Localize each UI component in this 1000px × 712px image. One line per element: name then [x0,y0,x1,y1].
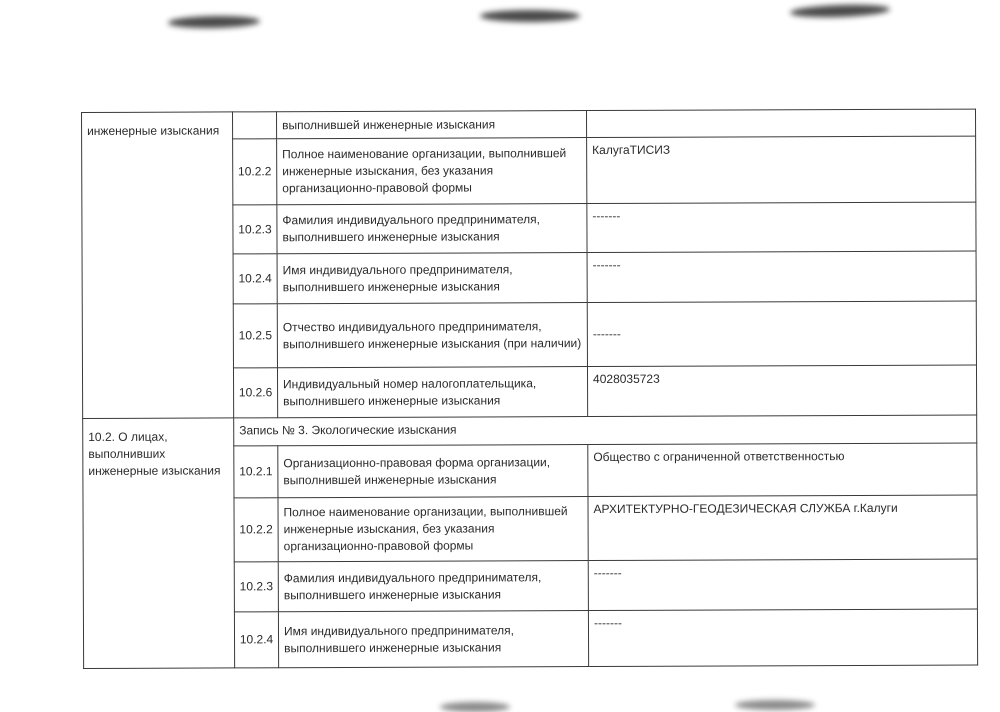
row-number: 10.2.3 [233,205,277,254]
row-description: выполнившей инженерные изыскания [277,111,587,139]
row-number: 10.2.2 [234,498,278,562]
row-number: 10.2.1 [234,446,278,498]
row-value: ------- [588,559,977,610]
row-description: Полное наименование организации, выполнившей инженерные изыскания, без указания организационно-правовой формы [278,497,588,562]
table-row [82,109,976,139]
record-heading: Запись № 3. Экологические изыскания [234,415,977,446]
scan-smudge [440,702,510,712]
row-number: 10.2.3 [234,562,278,612]
row-number: 10.2.4 [233,254,277,304]
row-value: КалугаТИСИЗ [587,136,976,203]
row-number [233,112,277,139]
row-description: Полное наименование организации, выполнившей инженерные изыскания, без указания организационно-правовой формы [277,138,587,205]
row-description: Имя индивидуального предпринимателя, выполнившего инженерные изыскания [277,253,587,304]
row-number: 10.2.6 [233,368,277,418]
row-description: Имя индивидуального предпринимателя, выполнившего инженерные изыскания [278,611,588,668]
survey-table [81,109,978,669]
row-value: ------- [587,251,976,302]
row-description: Фамилия индивидуального предпринимателя, выполнившего инженерные изыскания [278,561,588,612]
row-description: Индивидуальный номер налогоплательщика, выполнившего инженерные изыскания [277,367,587,418]
scan-smudge [168,15,260,29]
row-value: АРХИТЕКТУРНО-ГЕОДЕЗИЧЕСКАЯ СЛУЖБА г.Калуги [588,495,977,560]
row-value: ------- [587,301,976,366]
row-value: Общество с ограниченной ответственностью [588,443,977,496]
section-label: 10.2. О лицах, выполнивших инженерные изыскания [83,418,235,669]
document-sheet [81,109,978,669]
row-description: Фамилия индивидуального предпринимателя, выполнившего инженерные изыскания [277,204,587,254]
row-value: ------- [588,609,977,666]
row-value: 4028035723 [587,365,976,416]
row-value: ------- [587,202,976,252]
table-row [83,415,977,446]
section-label: инженерные изыскания [82,112,234,419]
row-number: 10.2.2 [233,139,277,205]
scan-smudge [735,700,815,710]
row-description: Организационно-правовая форма организации, выполнившей инженерные изыскания [278,445,588,498]
row-description: Отчество индивидуального предпринимателя, выполнившего инженерные изыскания (при наличии) [277,303,587,368]
scan-smudge [480,10,580,22]
scan-smudge [790,3,890,18]
row-number: 10.2.4 [234,612,278,668]
row-number: 10.2.5 [233,304,277,368]
row-value [586,109,975,137]
